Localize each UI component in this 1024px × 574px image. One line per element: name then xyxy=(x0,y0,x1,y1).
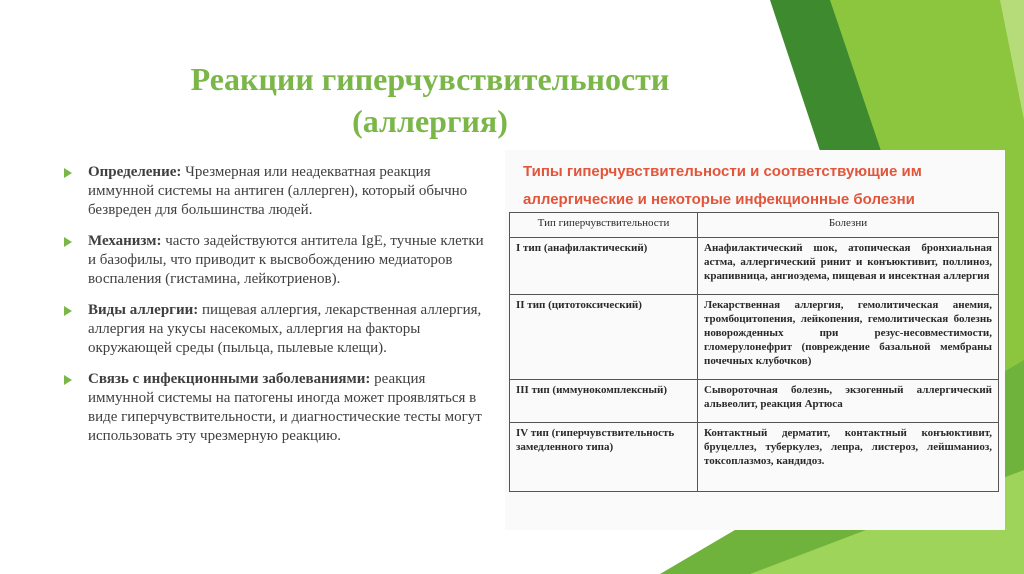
table-row xyxy=(510,238,999,295)
bullet-text: Чрезмерная или неадекватная реакция иммунной системы на антиген (аллерген), который обычно безвреден для большинства людей. xyxy=(88,164,468,218)
bullet-text: реакция иммунной системы на патогены иногда может проявляться в виде гиперчувствительности, и диагностические тесты могут использовать эту чрезмерную реакцию. xyxy=(88,371,482,444)
bullet-text: пищевая аллергия, лекарственная аллергия, аллергия на укусы насекомых, аллергия на факторы окружающей среды (пыльца, пылевые клещи). xyxy=(88,302,482,356)
table-row xyxy=(510,423,999,492)
header-type: Тип гиперчувствительности xyxy=(510,213,698,238)
table-title xyxy=(523,158,993,214)
title-line-2: (аллергия) xyxy=(352,103,508,139)
bullet-text: часто задействуются антитела IgE, тучные клетки и базофилы, что приводит к высвобождению медиаторов воспаления (гистамина, лейкотриенов). xyxy=(88,233,484,287)
bullet-term: Определение: xyxy=(88,164,182,180)
cell-type: II тип (цитотоксический) xyxy=(510,295,698,380)
table-title-line-2: аллергические и некоторые инфекционные болезни xyxy=(523,191,915,208)
cell-diseases: Лекарственная аллергия, гемолитическая анемия, тромбоцитопения, лейкопения, гемолитическая болезнь новорожденных при резус-несовместимости, гломерулонефрит (повреждение базальной мембраны почечных клубочков) xyxy=(698,295,999,380)
cell-diseases: Контактный дерматит, контактный конъюктивит, бруцеллез, туберкулез, лепра, листероз, лейшманиоз, токсоплазмоз, кандидоз. xyxy=(698,423,999,492)
bullet-infection-link xyxy=(64,370,494,446)
bullet-list xyxy=(64,163,494,458)
bullet-term: Связь с инфекционными заболеваниями: xyxy=(88,371,371,387)
bullet-arrow-icon xyxy=(64,306,72,316)
bullet-mechanism xyxy=(64,232,494,289)
cell-type: III тип (иммунокомплексный) xyxy=(510,380,698,423)
hypersensitivity-table-image xyxy=(505,150,1005,530)
cell-diseases: Сывороточная болезнь, экзогенный аллергический альвеолит, реакция Артюса xyxy=(698,380,999,423)
table-header-row xyxy=(510,213,999,238)
hypersensitivity-table xyxy=(509,212,999,492)
table-row xyxy=(510,295,999,380)
slide-title xyxy=(110,58,750,142)
bullet-definition xyxy=(64,163,494,220)
table-row xyxy=(510,380,999,423)
bullet-arrow-icon xyxy=(64,168,72,178)
bullet-arrow-icon xyxy=(64,375,72,385)
bullet-arrow-icon xyxy=(64,237,72,247)
bullet-term: Механизм: xyxy=(88,233,162,249)
cell-type: I тип (анафилактический) xyxy=(510,238,698,295)
cell-type: IV тип (гиперчувствительность замедленного типа) xyxy=(510,423,698,492)
header-diseases: Болезни xyxy=(698,213,999,238)
cell-diseases: Анафилактический шок, атопическая бронхиальная астма, аллергический ринит и конъюктивит, поллиноз, крапивница, ангиоэдема, пищевая и инсектная аллергия xyxy=(698,238,999,295)
table-title-line-1: Типы гиперчувствительности и соответствующие им xyxy=(523,163,922,180)
bullet-term: Виды аллергии: xyxy=(88,302,199,318)
title-line-1: Реакции гиперчувствительности xyxy=(190,61,670,97)
bullet-types xyxy=(64,301,494,358)
